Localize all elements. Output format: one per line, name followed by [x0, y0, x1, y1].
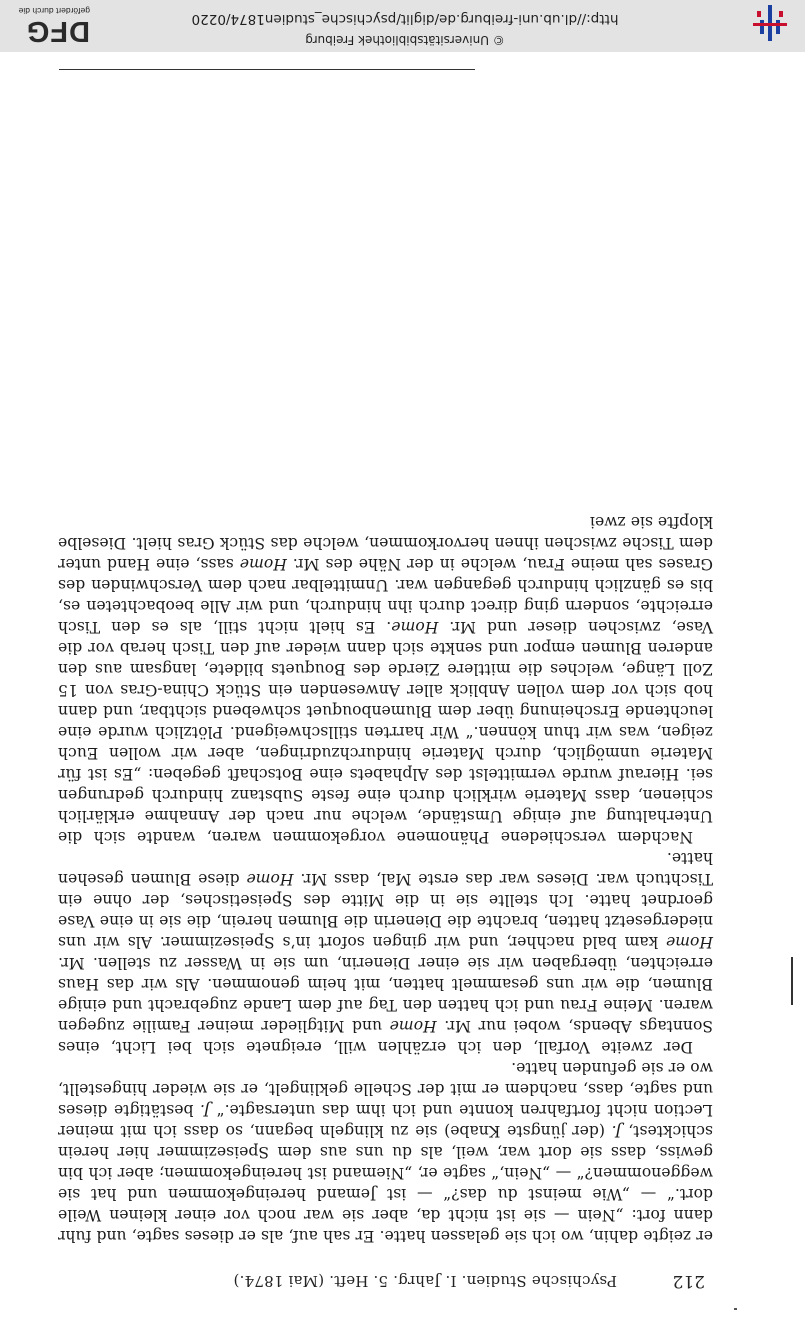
paragraph-3: Nachdem verschiedene Phänomene vorgekommen waren, wandte sich die Unterhaltung auf einige Umstände, welche nur nach der Annahme erklärlich schienen, dass Materie wirklich durch eine feste Substanz hindurch gedrungen sei. Hierauf wurde vermittelst des Alphabets eine Botschaft gegeben: „Es ist für Materie unmöglich, durch Materie hindurchzudringen, aber wir wollen Euch zeigen, was wir thun können.“ Wir harrten stillschweigend. Plötzlich wurde eine leuchtende Erscheinung über dem Blumenbouquet schwebend sichtbar, und dann hob sich vor dem vollen Anblick aller Anwesenden ein Stück China-Gras von 15 Zoll Länge, welches die mittlere Zierde des Bouquets bildete, langsam aus den anderen Blumen empor und senkte sich dann wieder auf den Tisch herab vor die Vase, zwischen dieser und Mr. Home. Es hielt nicht still, als es den Tisch erreichte, sondern ging direct durch ihn hindurch, und wir Alle beobachteten es, bis es gänzlich hindurch gegangen war. Unmittelbar nach dem Verschwinden des Grases sah meine Frau, welche in der Nähe des Mr. Home sass, eine Hand unter dem Tische zwischen ihnen hervorkommen, welche das Stück Gras hielt. Dieselbe klopfte sie zwei: [58, 513, 713, 846]
university-library-logo-icon: [747, 3, 793, 43]
scan-speck: [734, 1308, 737, 1310]
body-text: [58, 511, 713, 1246]
page-number: 212: [672, 1271, 705, 1291]
permalink-url[interactable]: http://dl.ub.uni-freiburg.de/diglit/psychische_studien1874/0220: [191, 11, 619, 27]
copyright-notice: © Universitätsbibliothek Freiburg: [305, 33, 505, 47]
dfg-logo: [4, 6, 90, 46]
dfg-logo-letters: DFG: [25, 15, 90, 47]
paragraph-2: Der zweite Vorfall, den ich erzählen will, ereignete sich bei Licht, eines Sonntags Abends, wobei nur Mr. Home und Mitglieder meiner Familie zugegen waren. Meine Frau und ich hatten den Tag auf dem Lande zugebracht und einige Blumen, die wir uns gesammelt hatten, mit heim genommen. Als wir das Haus erreichten, übergaben wir sie einer Dienerin, um sie in Wasser zu stellen. Mr. Home kam bald nachher, und wir gingen sofort in’s Speisezimmer. Als wir uns niedergesetzt hatten, brachte die Dienerin die Blumen herein, die sie in eine Vase geordnet hatte. Ich stellte sie in die Mitte des Speisetisches, der ohne ein Tischtuch war. Dieses war das erste Mal, dass Mr. Home diese Blumen gesehen hatte.: [58, 849, 713, 1056]
running-head: [55, 1267, 705, 1291]
citation-block: [165, 3, 645, 49]
dfg-logo-subtitle: gefördert durch die: [18, 6, 90, 16]
paragraph-1: er zeigte dahin, wo ich sie gelassen hatte. Er sah auf, als er dieses sagte, und fuhr dann fort: „Nein — sie ist nicht da, aber sie war noch vor einer kleinen Weile dort.“ — „Wie meinst du das?“ — ist Jemand hereingekommen und hat sie weggenommen?“ — „Nein,“ sagte er, „Niemand ist hereingekommen; aber ich bin gewiss, dass sie dort war, weil, als du uns aus dem Speisezimmer hier herein schicktest, J. (der jüngste Knabe) sie zu klingeln begann, so dass ich mit meiner Lection nicht fortfahren konnte und ich ihm das untersagte.“ J. bestätigte dieses und sagte, dass, nachdem er mit der Schelle geklingelt, er sie wieder hingestellt, wo er sie gefunden hatte.: [58, 1059, 713, 1245]
margin-mark: [791, 957, 793, 1005]
page-end-rule: [59, 69, 475, 70]
running-head-title: Psychische Studien. I. Jahrg. 5. Heft. (Mai 1874.): [233, 1272, 617, 1290]
